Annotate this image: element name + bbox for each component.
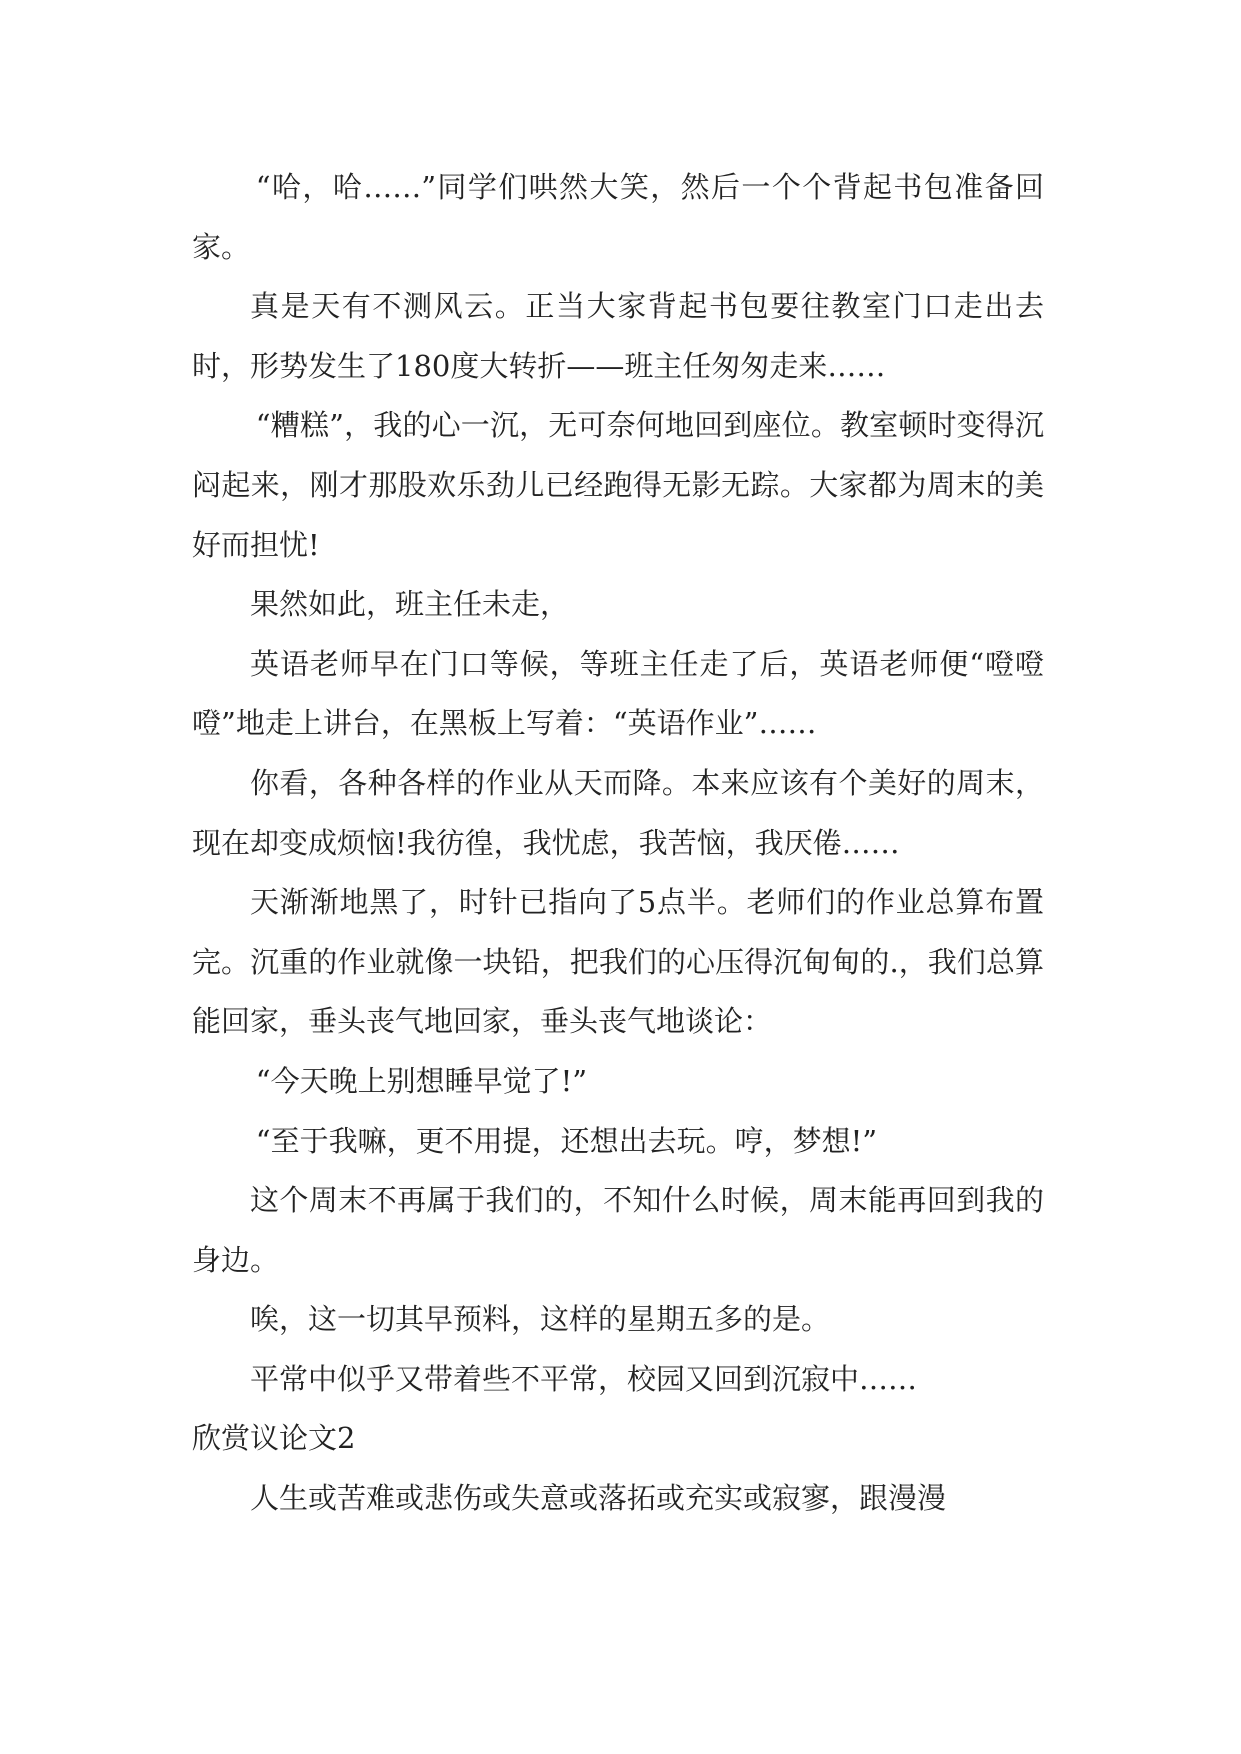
paragraph-english-teacher: 英语老师早在门口等候，等班主任走了后，英语老师便“噔噔噔”地走上讲台，在黑板上写着：“英语作业”…… xyxy=(192,646,1044,741)
paragraph-homework-falls: 你看，各种各样的作业从天而降。本来应该有个美好的周末，现在却变成烦恼!我彷徨，我忧虑，我苦恼，我厌倦…… xyxy=(192,765,1044,860)
document-page xyxy=(192,158,1044,1529)
section-heading: 欣赏议论文2 xyxy=(192,1421,356,1456)
paragraph-laughter: “哈，哈……”同学们哄然大笑，然后一个个背起书包准备回家。 xyxy=(192,170,1044,264)
paragraph-silence: 平常中似乎又带着些不平常，校园又回到沉寂中…… xyxy=(250,1361,918,1396)
paragraph-teacher-stays: 果然如此，班主任未走， xyxy=(250,587,570,622)
paragraph-life: 人生或苦难或悲伤或失意或落拓或充实或寂寥，跟漫漫 xyxy=(250,1481,947,1516)
paragraph-quote-dream: “至于我嘛，更不用提，还想出去玩。哼，梦想!” xyxy=(255,1123,878,1158)
paragraph-turning-point: 真是天有不测风云。正当大家背起书包要往教室门口走出去时，形势发生了180度大转折——班主任匆匆走来…… xyxy=(192,289,1044,383)
paragraph-expected: 唉，这一切其早预料，这样的星期五多的是。 xyxy=(250,1302,831,1337)
paragraph-oh-no: “糟糕”，我的心一沉，无可奈何地回到座位。教室顿时变得沉闷起来，刚才那股欢乐劲儿已经跑得无影无踪。大家都为周末的美好而担忧! xyxy=(192,408,1044,562)
paragraph-evening: 天渐渐地黑了，时针已指向了5点半。老师们的作业总算布置完。沉重的作业就像一块铅，把我们的心压得沉甸甸的.，我们总算能回家，垂头丧气地回家，垂头丧气地谈论： xyxy=(192,885,1044,1039)
paragraph-weekend-gone: 这个周末不再属于我们的，不知什么时候，周末能再回到我的身边。 xyxy=(192,1183,1044,1277)
paragraph-quote-no-sleep: “今天晚上别想睡早觉了!” xyxy=(255,1063,588,1098)
